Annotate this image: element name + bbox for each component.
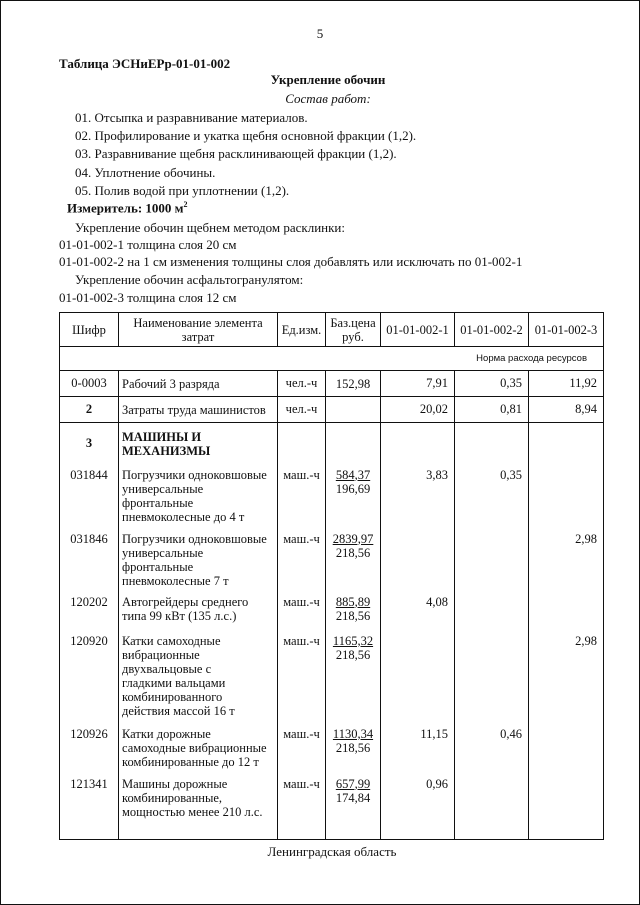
row-value-3: 11,92 [529, 371, 604, 397]
table-header [60, 313, 604, 347]
row-code: 0-0003 [60, 371, 119, 397]
machine-price [326, 465, 381, 529]
machine-value-2: 0,35 [455, 465, 529, 529]
machine-code: 031846 [60, 529, 119, 592]
work-item: 04. Уплотнение обочины. [75, 165, 216, 180]
header-col-3: 01-01-002-3 [529, 313, 604, 347]
description: Укрепление обочин щебнем методом расклинки: [75, 220, 345, 235]
row-name: Затраты труда машинистов [119, 397, 278, 423]
table-row [60, 371, 604, 397]
section-code: 3 [60, 423, 119, 465]
machine-value-3 [529, 592, 604, 631]
machine-price-top: 1130,34 [332, 726, 374, 741]
machine-name-line: Катки самоходные [122, 633, 221, 648]
machine-price [326, 774, 381, 840]
work-item: 05. Полив водой при уплотнении (1,2). [75, 183, 290, 198]
machine-row [60, 724, 604, 774]
measure-label: Измеритель: 1000 м [67, 200, 184, 216]
machine-name-line: универсальные [122, 545, 204, 560]
row-price [326, 397, 381, 423]
machine-name-line: двухвальцовые с [122, 661, 212, 676]
machine-price-bottom: 174,84 [335, 790, 371, 805]
header-col-1: 01-01-002-1 [381, 313, 455, 347]
header-name-l1: Наименование элемента [133, 315, 263, 330]
machine-row [60, 592, 604, 631]
page-number: 5 [316, 26, 324, 41]
machine-value-2 [455, 592, 529, 631]
machine-value-3: 2,98 [529, 529, 604, 592]
machine-name [119, 724, 278, 774]
machine-name-line: комбинированного [122, 689, 223, 704]
machine-name [119, 529, 278, 592]
doc-subtitle: Состав работ: [285, 91, 371, 106]
row-value-2: 0,35 [455, 371, 529, 397]
work-item: 03. Разравнивание щебня расклинивающей фракции (1,2). [75, 146, 397, 161]
section-row [60, 423, 604, 465]
header-code: Шифр [60, 313, 119, 347]
machine-price [326, 529, 381, 592]
machine-row [60, 774, 604, 840]
machine-value-3 [529, 724, 604, 774]
machine-name-line: действия массой 16 т [122, 703, 235, 718]
machine-price [326, 592, 381, 631]
machine-name-line: вибрационные [122, 647, 200, 662]
machine-value-1 [381, 529, 455, 592]
machine-price-bottom: 218,56 [335, 740, 371, 755]
machine-name-line: гладкими вальцами [122, 675, 226, 690]
norm-label: Норма расхода ресурсов [60, 347, 604, 371]
machine-code: 121341 [60, 774, 119, 840]
machine-unit: маш.-ч [278, 631, 326, 724]
machine-value-1: 0,96 [381, 774, 455, 840]
machine-value-3 [529, 774, 604, 840]
machine-code: 120202 [60, 592, 119, 631]
machine-name-line: пневмоколесные 7 т [122, 573, 229, 588]
machine-unit: маш.-ч [278, 592, 326, 631]
machine-name-line: пневмоколесные до 4 т [122, 509, 245, 524]
machine-name-line: типа 99 кВт (135 л.с.) [122, 608, 237, 623]
machine-row [60, 631, 604, 724]
machine-name-line: фронтальные [122, 495, 194, 510]
row-value-3: 8,94 [529, 397, 604, 423]
machine-name-line: Погрузчики одноковшовые [122, 467, 267, 482]
machine-value-2: 0,46 [455, 724, 529, 774]
machine-value-2 [455, 529, 529, 592]
machine-price-top: 1165,32 [332, 633, 374, 648]
machine-price [326, 631, 381, 724]
machine-price-bottom: 196,69 [335, 481, 371, 496]
machine-name [119, 465, 278, 529]
machine-unit: маш.-ч [278, 724, 326, 774]
doc-title: Укрепление обочин [270, 72, 386, 87]
resource-table [59, 312, 604, 840]
machine-price-bottom: 218,56 [335, 647, 371, 662]
description: Укрепление обочин асфальтогранулятом: [75, 272, 304, 287]
machine-value-1: 11,15 [381, 724, 455, 774]
header-unit: Ед.изм. [278, 313, 326, 347]
machine-code: 031844 [60, 465, 119, 529]
header-name-l2: затрат [181, 329, 215, 344]
row-value-1: 7,91 [381, 371, 455, 397]
header-price-l1: Баз.цена [330, 315, 376, 330]
work-item: 01. Отсыпка и разравнивание материалов. [75, 110, 308, 125]
row-unit: чел.-ч [278, 397, 326, 423]
machine-value-3: 2,98 [529, 631, 604, 724]
measure-sup: 2 [183, 200, 188, 209]
machine-price-bottom: 218,56 [335, 608, 371, 623]
machine-value-3 [529, 465, 604, 529]
machine-name [119, 592, 278, 631]
machine-unit: маш.-ч [278, 529, 326, 592]
work-item: 02. Профилирование и укатка щебня основной фракции (1,2). [75, 128, 417, 143]
header-price [326, 313, 381, 347]
header-col-2: 01-01-002-2 [455, 313, 529, 347]
description: 01-01-002-2 на 1 см изменения толщины слоя добавлять или исключать по 01-002-1 [59, 254, 523, 269]
header-price-l2: руб. [342, 329, 364, 344]
machine-value-1: 3,83 [381, 465, 455, 529]
norm-row [60, 347, 604, 371]
machine-name [119, 774, 278, 840]
machine-name-line: самоходные вибрационные [122, 740, 267, 755]
row-value-2: 0,81 [455, 397, 529, 423]
row-unit: чел.-ч [278, 371, 326, 397]
machine-value-2 [455, 774, 529, 840]
row-name: Рабочий 3 разряда [119, 371, 278, 397]
machine-name-line: Катки дорожные [122, 726, 211, 741]
machine-price-top: 885,89 [335, 594, 371, 609]
machine-name-line: мощностью менее 210 л.с. [122, 804, 263, 819]
row-code: 2 [60, 397, 119, 423]
machine-name-line: фронтальные [122, 559, 194, 574]
machine-name-line: Погрузчики одноковшовые [122, 531, 267, 546]
section-name-l1: МАШИНЫ И [122, 429, 202, 444]
section-name [119, 423, 278, 465]
machine-price-top: 584,37 [335, 467, 371, 482]
description: 01-01-002-3 толщина слоя 12 см [59, 290, 237, 305]
measure [67, 200, 188, 216]
page-footer: Ленинградская область [267, 844, 397, 859]
description: 01-01-002-1 толщина слоя 20 см [59, 237, 237, 252]
machine-price-bottom: 218,56 [335, 545, 371, 560]
machine-name-line: Автогрейдеры среднего [122, 594, 249, 609]
machine-name-line: комбинированные до 12 т [122, 754, 259, 769]
machine-code: 120920 [60, 631, 119, 724]
machine-price [326, 724, 381, 774]
machine-unit: маш.-ч [278, 774, 326, 840]
machine-value-1: 4,08 [381, 592, 455, 631]
machine-unit: маш.-ч [278, 465, 326, 529]
machine-name-line: универсальные [122, 481, 204, 496]
row-price: 152,98 [326, 371, 381, 397]
table-id: Таблица ЭСНиЕРр-01-01-002 [59, 56, 231, 71]
machine-name [119, 631, 278, 724]
machine-row [60, 465, 604, 529]
header-name [119, 313, 278, 347]
section-name-l2: МЕХАНИЗМЫ [122, 443, 211, 458]
machine-code: 120926 [60, 724, 119, 774]
table-row [60, 397, 604, 423]
machine-name-line: Машины дорожные [122, 776, 228, 791]
machine-row [60, 529, 604, 592]
machine-price-top: 2839,97 [332, 531, 374, 546]
machine-value-2 [455, 631, 529, 724]
machine-name-line: комбинированные, [122, 790, 223, 805]
row-value-1: 20,02 [381, 397, 455, 423]
machine-price-top: 657,99 [335, 776, 371, 791]
machine-value-1 [381, 631, 455, 724]
